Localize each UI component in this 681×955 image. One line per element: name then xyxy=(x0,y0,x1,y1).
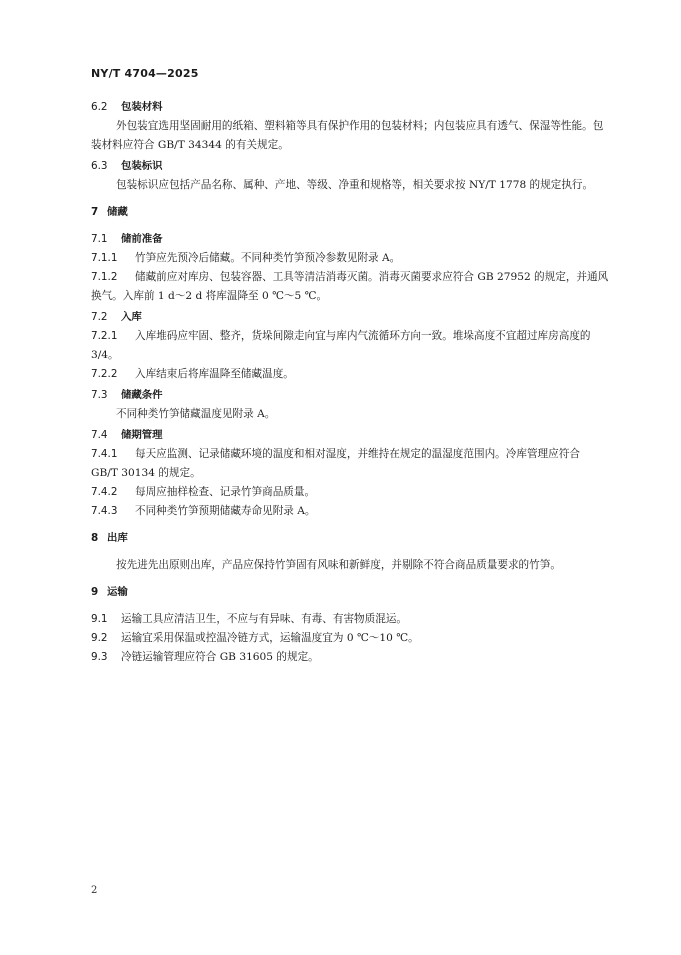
section-number: 6.2 xyxy=(91,101,108,113)
section-title: 包装材料 xyxy=(121,101,163,113)
section-7-2-heading xyxy=(91,308,610,327)
clause-number: 7.2.2 xyxy=(91,368,118,380)
section-9-heading xyxy=(91,583,610,602)
section-number: 8 xyxy=(91,532,99,544)
section-6-2-heading xyxy=(91,98,610,117)
clause-7-4-3 xyxy=(91,502,610,521)
clause-7-2-2 xyxy=(91,365,610,384)
clause-number: 7.4.1 xyxy=(91,448,118,460)
section-number: 7.4 xyxy=(91,429,108,441)
clause-7-4-2 xyxy=(91,483,610,502)
section-7-3-heading xyxy=(91,386,610,405)
clause-number: 7.1.2 xyxy=(91,271,118,283)
clause-text: 冷链运输管理应符合 GB 31605 的规定。 xyxy=(121,651,319,663)
section-title: 出库 xyxy=(107,532,128,544)
clause-number: 7.2.1 xyxy=(91,330,118,342)
section-7-1-heading xyxy=(91,230,610,249)
clause-text: 运输工具应清洁卫生，不应与有异味、有毒、有害物质混运。 xyxy=(121,613,408,625)
clause-number: 7.4.3 xyxy=(91,505,118,517)
section-number: 9 xyxy=(91,586,99,598)
clause-text: 竹笋应先预冷后储藏。不同种类竹笋预冷参数见附录 A。 xyxy=(135,252,401,264)
standard-code-header: NY/T 4704—2025 xyxy=(91,67,199,80)
clause-text: 不同种类竹笋预期储藏寿命见附录 A。 xyxy=(135,505,316,517)
section-7-heading xyxy=(91,203,610,222)
clause-number: 9.2 xyxy=(91,632,108,644)
section-number: 7.3 xyxy=(91,389,108,401)
section-title: 储期管理 xyxy=(121,429,163,441)
clause-text: 每天应监测、记录储藏环境的温度和相对湿度，并维持在规定的温湿度范围内。冷库管理应符合 GB/T 30134 的规定。 xyxy=(91,448,580,479)
clause-text: 每周应抽样检查、记录竹笋商品质量。 xyxy=(135,486,316,498)
clause-9-1 xyxy=(91,610,610,629)
section-title: 储藏 xyxy=(107,206,128,218)
page-number: 2 xyxy=(91,885,98,896)
clause-number: 7.1.1 xyxy=(91,252,118,264)
section-6-3-text: 包装标识应包括产品名称、属种、产地、等级、净重和规格等，相关要求按 NY/T 1778 的规定执行。 xyxy=(116,179,594,191)
clause-text: 储藏前应对库房、包装容器、工具等清洁消毒灭菌。消毒灭菌要求应符合 GB 27952 的规定，并通风换气。入库前 1 d～2 d 将库温降至 0 ℃～5 ℃。 xyxy=(91,271,609,302)
section-number: 7 xyxy=(91,206,99,218)
clause-7-1-2 xyxy=(91,268,610,306)
section-title: 入库 xyxy=(121,311,142,323)
clause-number: 7.4.2 xyxy=(91,486,118,498)
section-6-2-text: 外包装宜选用坚固耐用的纸箱、塑料箱等具有保护作用的包装材料；内包装应具有透气、保湿等性能。包装材料应符合 GB/T 34344 的有关规定。 xyxy=(91,120,604,151)
document-body xyxy=(91,96,610,667)
clause-text: 运输宜采用保温或控温冷链方式，运输温度宜为 0 ℃～10 ℃。 xyxy=(121,632,419,644)
clause-text: 入库结束后将库温降至储藏温度。 xyxy=(135,368,294,380)
clause-number: 9.1 xyxy=(91,613,108,625)
section-number: 6.3 xyxy=(91,160,108,172)
clause-number: 9.3 xyxy=(91,651,108,663)
section-8-heading xyxy=(91,529,610,548)
section-number: 7.2 xyxy=(91,311,108,323)
clause-9-2 xyxy=(91,629,610,648)
section-7-4-heading xyxy=(91,426,610,445)
section-7-3-text: 不同种类竹笋储藏温度见附录 A。 xyxy=(116,408,276,420)
clause-7-1-1 xyxy=(91,249,610,268)
clause-7-2-1 xyxy=(91,327,610,365)
section-8-text: 按先进先出原则出库，产品应保持竹笋固有风味和新鲜度，并剔除不符合商品质量要求的竹笋。 xyxy=(116,559,561,571)
section-title: 储藏条件 xyxy=(121,389,163,401)
section-title: 储前准备 xyxy=(121,233,163,245)
section-title: 运输 xyxy=(107,586,128,598)
section-6-3-heading xyxy=(91,157,610,176)
section-number: 7.1 xyxy=(91,233,108,245)
clause-text: 入库堆码应牢固、整齐，货垛间隙走向宜与库内气流循环方向一致。堆垛高度不宜超过库房高度的 3/4。 xyxy=(91,330,591,361)
clause-9-3 xyxy=(91,648,610,667)
section-title: 包装标识 xyxy=(121,160,163,172)
clause-7-4-1 xyxy=(91,445,610,483)
